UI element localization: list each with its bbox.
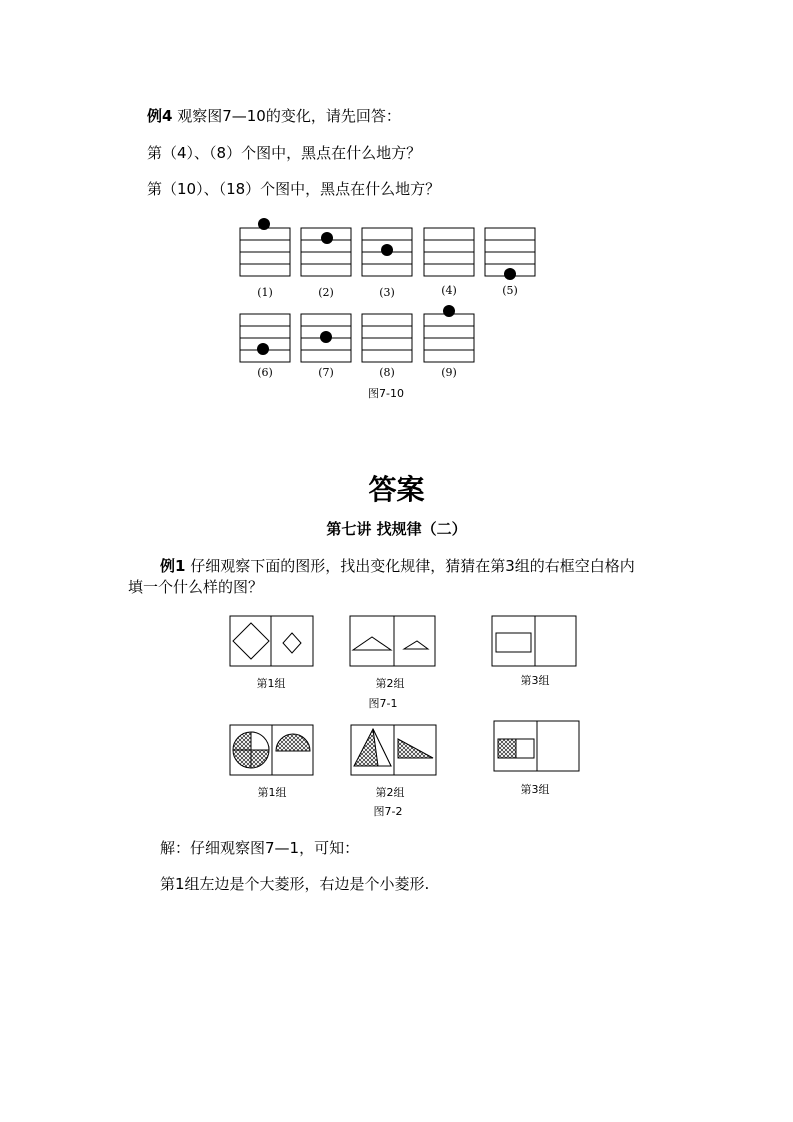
fig1-group3-label: 第3组	[520, 674, 550, 687]
small-triangle	[404, 641, 428, 649]
grid-label-2: (2)	[318, 286, 334, 299]
grid-label-4: (4)	[441, 284, 457, 297]
small-diamond	[283, 633, 301, 653]
large-triangle	[353, 637, 391, 650]
solution-line-2: 第1组左边是个大菱形，右边是个小菱形.	[160, 875, 430, 893]
shaded-right-triangle	[398, 739, 433, 758]
example4-question-1: 第（4）、（8）个图中，黑点在什么地方？	[147, 144, 422, 162]
lecture-title: 第七讲 找规律（二）	[326, 520, 467, 538]
fig2-group1-label: 第1组	[257, 786, 287, 799]
shaded-semicircle	[276, 734, 310, 751]
example4-question-2: 第（10）、（18）个图中，黑点在什么地方？	[147, 180, 441, 198]
grid-label-9: (9)	[441, 366, 457, 379]
fig2-group2-label: 第2组	[375, 786, 405, 799]
large-diamond	[233, 623, 269, 659]
fig2-group3-box	[494, 721, 579, 771]
fig1-group2-box	[350, 616, 435, 666]
grid-label-7: (7)	[318, 366, 334, 379]
figure-7-10-caption: 图7-10	[368, 387, 404, 400]
fig1-group3-box	[492, 616, 576, 666]
example1-text-1: 仔细观察下面的图形，找出变化规律，猜猜在第3组的右框空白格内	[190, 557, 635, 575]
grid-label-1: (1)	[257, 286, 273, 299]
example1-line-2: 填一个什么样的图？	[128, 578, 264, 596]
figure-7-2-caption: 图7-2	[373, 805, 403, 818]
rectangle-shape	[496, 633, 531, 652]
fig1-group1-box	[230, 616, 313, 666]
shaded-square	[498, 739, 516, 758]
fig1-group1-label: 第1组	[256, 677, 286, 690]
grid-label-3: (3)	[379, 286, 395, 299]
solution-line-1: 解：仔细观察图7—1，可知：	[160, 839, 360, 857]
fig2-group2-box	[351, 725, 436, 775]
example4-label: 例4	[147, 107, 173, 125]
answer-title: 答案	[368, 473, 425, 506]
figure-7-1-caption: 图7-1	[368, 697, 398, 710]
fig2-group1-box	[230, 725, 313, 775]
example1-label: 例1	[160, 557, 186, 575]
grid-label-5: (5)	[502, 284, 518, 297]
grid-label-6: (6)	[257, 366, 273, 379]
grid-label-8: (8)	[379, 366, 395, 379]
example4-intro: 观察图7—10的变化，请先回答：	[177, 107, 401, 125]
fig2-group3-label: 第3组	[520, 783, 550, 796]
fig1-group2-label: 第2组	[375, 677, 405, 690]
